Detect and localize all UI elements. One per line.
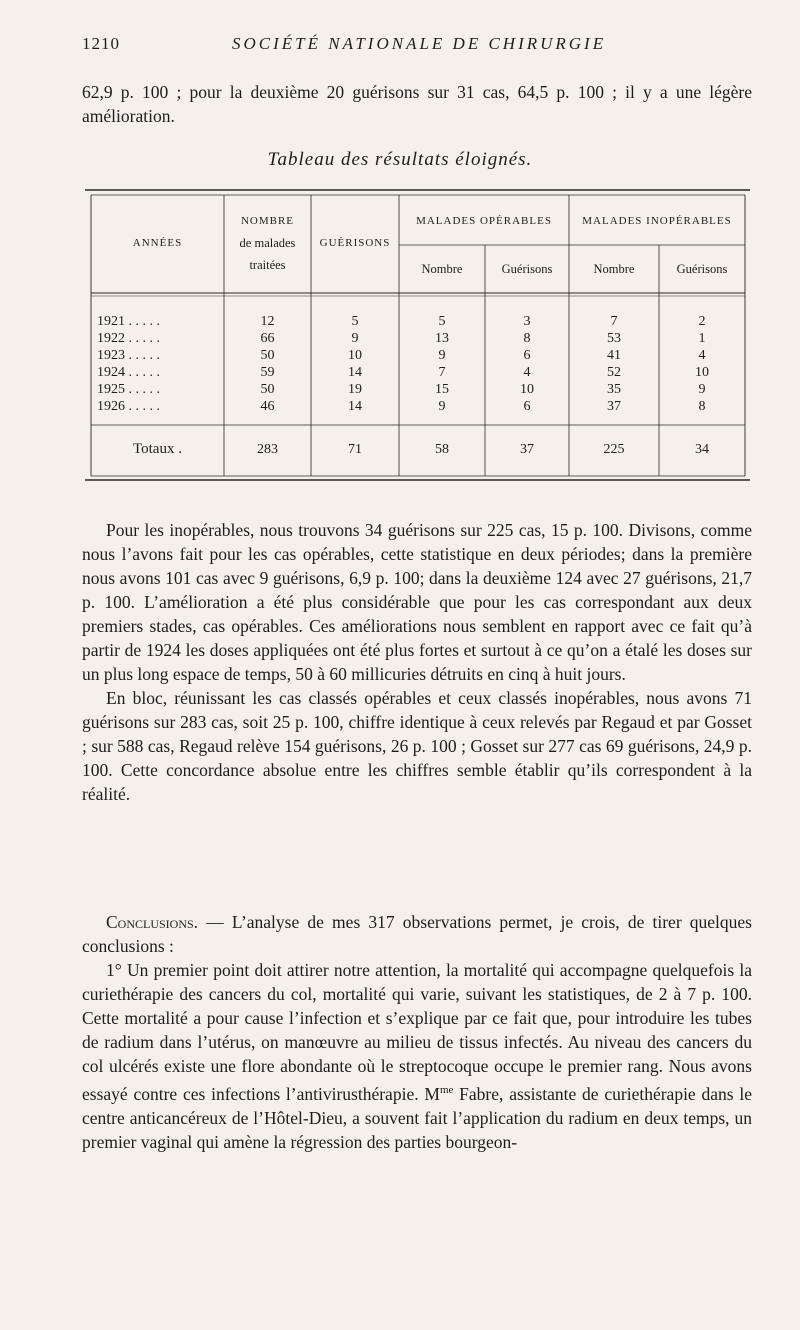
table-title: Tableau des résultats éloignés.	[267, 149, 533, 170]
paragraph-conclusions	[82, 910, 752, 958]
row-1921-annee: 1921 . . . . .	[97, 314, 160, 329]
header-nombre-line3: traitées	[249, 258, 286, 272]
row-1921-op-nombre: 5	[438, 314, 446, 329]
row-1921-inop-nombre: 7	[610, 314, 618, 329]
subheader-op-guerisons: Guérisons	[501, 262, 553, 276]
totals-traites: 283	[257, 442, 278, 457]
row-1925-op-guerisons: 10	[520, 382, 534, 397]
point-1-continuation: Fabre, assistante de curiethérapie dans le centre anticancéreux de l’Hôtel-Dieu, a souvent fait l’application du radium en deux temps, un premier vaginal qui amène la régression des parties bourgeon-	[82, 1083, 752, 1152]
row-1921-guerisons: 5	[351, 314, 359, 329]
row-1923-op-guerisons: 6	[523, 348, 531, 363]
row-1924-traites: 59	[260, 365, 275, 380]
row-1922-traites: 66	[260, 331, 275, 346]
row-1925-op-nombre: 15	[435, 382, 449, 397]
row-1922-inop-guerisons: 1	[698, 331, 706, 346]
paragraph-inoperables: Pour les inopérables, nous trouvons 34 guérisons sur 225 cas, 15 p. 100. Divisons, comme nous l’avons fait pour les cas opérables, cette statistique en deux périodes; dans la première nous avons 101 cas avec 9 guérisons, 6,9 p. 100; dans la deuxième 124 avec 27 guérisons, 21,7 p. 100. L’amélioration a été plus considérable que pour les cas correspondant aux deux premiers stades, cas opérables. Ces améliorations nous semblent en rapport avec ce fait qu’à partir de 1924 les doses appliquées ont été plus fortes et surtout à ce qu’on a étalé les doses sur un plus long espace de temps, 50 à 60 millicuries détruits en cinq à huit jours.	[82, 520, 752, 684]
row-1924-op-nombre: 7	[438, 365, 446, 380]
paragraph-point-1	[82, 958, 752, 1154]
subheader-inop-nombre: Nombre	[593, 262, 635, 276]
results-table	[85, 188, 750, 483]
header-malades-operables: MALADES OPÉRABLES	[416, 215, 552, 227]
superscript-me: me	[439, 1084, 454, 1096]
header-nombre-line2: de malades	[239, 236, 296, 250]
row-1925-guerisons: 19	[348, 382, 362, 397]
row-1924-annee: 1924 . . . . .	[97, 365, 160, 380]
row-1923-guerisons: 10	[348, 348, 362, 363]
row-1921-inop-guerisons: 2	[698, 314, 706, 329]
row-1923-inop-nombre: 41	[607, 348, 621, 363]
header-malades-inoperables: MALADES INOPÉRABLES	[582, 215, 732, 227]
row-1922-guerisons: 9	[351, 331, 359, 346]
conclusions-heading: Conclusions.	[106, 912, 199, 932]
conclusions-section	[82, 910, 752, 1154]
row-1924-inop-guerisons: 10	[695, 365, 709, 380]
row-1926-op-nombre: 9	[438, 399, 446, 414]
row-1923-op-nombre: 9	[438, 348, 446, 363]
row-1922-annee: 1922 . . . . .	[97, 331, 160, 346]
row-1925-annee: 1925 . . . . .	[97, 382, 160, 397]
running-header	[82, 34, 752, 60]
row-1925-inop-nombre: 35	[607, 382, 621, 397]
row-1926-inop-guerisons: 8	[698, 399, 706, 414]
page-number: 1210	[82, 34, 120, 53]
intro-paragraph	[82, 80, 752, 128]
row-1923-annee: 1923 . . . . .	[97, 348, 160, 363]
row-1924-guerisons: 14	[348, 365, 362, 380]
row-1922-op-nombre: 13	[435, 331, 449, 346]
row-1924-inop-nombre: 52	[607, 365, 621, 380]
totals-inop-guerisons: 34	[695, 442, 709, 457]
totals-op-guerisons: 37	[520, 442, 534, 457]
journal-title: SOCIÉTÉ NATIONALE DE CHIRURGIE	[232, 34, 607, 53]
intro-paragraph-text: 62,9 p. 100 ; pour la deuxième 20 guérisons sur 31 cas, 64,5 p. 100 ; il y a une légère amélioration.	[82, 82, 752, 126]
row-1926-annee: 1926 . . . . .	[97, 399, 160, 414]
totals-label: Totaux .	[133, 441, 182, 457]
totals-op-nombre: 58	[435, 442, 449, 457]
body-paragraphs	[82, 518, 752, 806]
header-nombre-line1: NOMBRE	[240, 215, 295, 227]
paragraph-en-bloc: En bloc, réunissant les cas classés opérables et ceux classés inopérables, nous avons 71 guérisons sur 283 cas, soit 25 p. 100, chiffre identique à ceux relevés par Regaud et par Gosset ; sur 588 cas, Regaud relève 154 guérisons, 26 p. 100 ; Gosset sur 277 cas 69 guérisons, 24,9 p. 100. Cette concordance absolue entre les chiffres semble établir qu’ils correspondent à la réalité.	[82, 688, 752, 804]
row-1921-traites: 12	[260, 314, 275, 329]
row-1925-inop-guerisons: 9	[698, 382, 706, 397]
row-1926-guerisons: 14	[348, 399, 362, 414]
row-1923-inop-guerisons: 4	[698, 348, 706, 363]
header-guerisons: GUÉRISONS	[319, 237, 391, 249]
conclusions-intro: — L’analyse de mes 317 observations permet, je crois, de tirer quelques conclusions :	[82, 912, 752, 956]
header-annees: ANNÉES	[132, 237, 183, 249]
row-1921-op-guerisons: 3	[523, 314, 531, 329]
subheader-inop-guerisons: Guérisons	[676, 262, 728, 276]
row-1925-traites: 50	[260, 382, 275, 397]
row-1924-op-guerisons: 4	[523, 365, 531, 380]
row-1926-inop-nombre: 37	[607, 399, 621, 414]
point-1-text: 1° Un premier point doit attirer notre attention, la mortalité qui accompagne quelquefois la curiethérapie des cancers du col, mortalité qui varie, suivant les statistiques, de 2 à 7 p. 100. Cette mortalité a pour cause l’infection et s’explique par ce fait que, pour introduire les tubes de radium dans l’utérus, on manœuvre au milieu de tissus infectés. Au niveau des cancers du col ulcérés existe une flore abondante où le streptocoque occupe le premier rang. Nous avons essayé contre ces infections l’antivirusthérapie. M	[82, 960, 752, 1104]
totals-inop-nombre: 225	[603, 442, 625, 457]
subheader-op-nombre: Nombre	[421, 262, 463, 276]
row-1923-traites: 50	[260, 348, 275, 363]
row-1922-op-guerisons: 8	[523, 331, 531, 346]
totals-guerisons: 71	[348, 442, 362, 457]
row-1926-op-guerisons: 6	[523, 399, 531, 414]
row-1926-traites: 46	[260, 399, 275, 414]
row-1922-inop-nombre: 53	[607, 331, 621, 346]
